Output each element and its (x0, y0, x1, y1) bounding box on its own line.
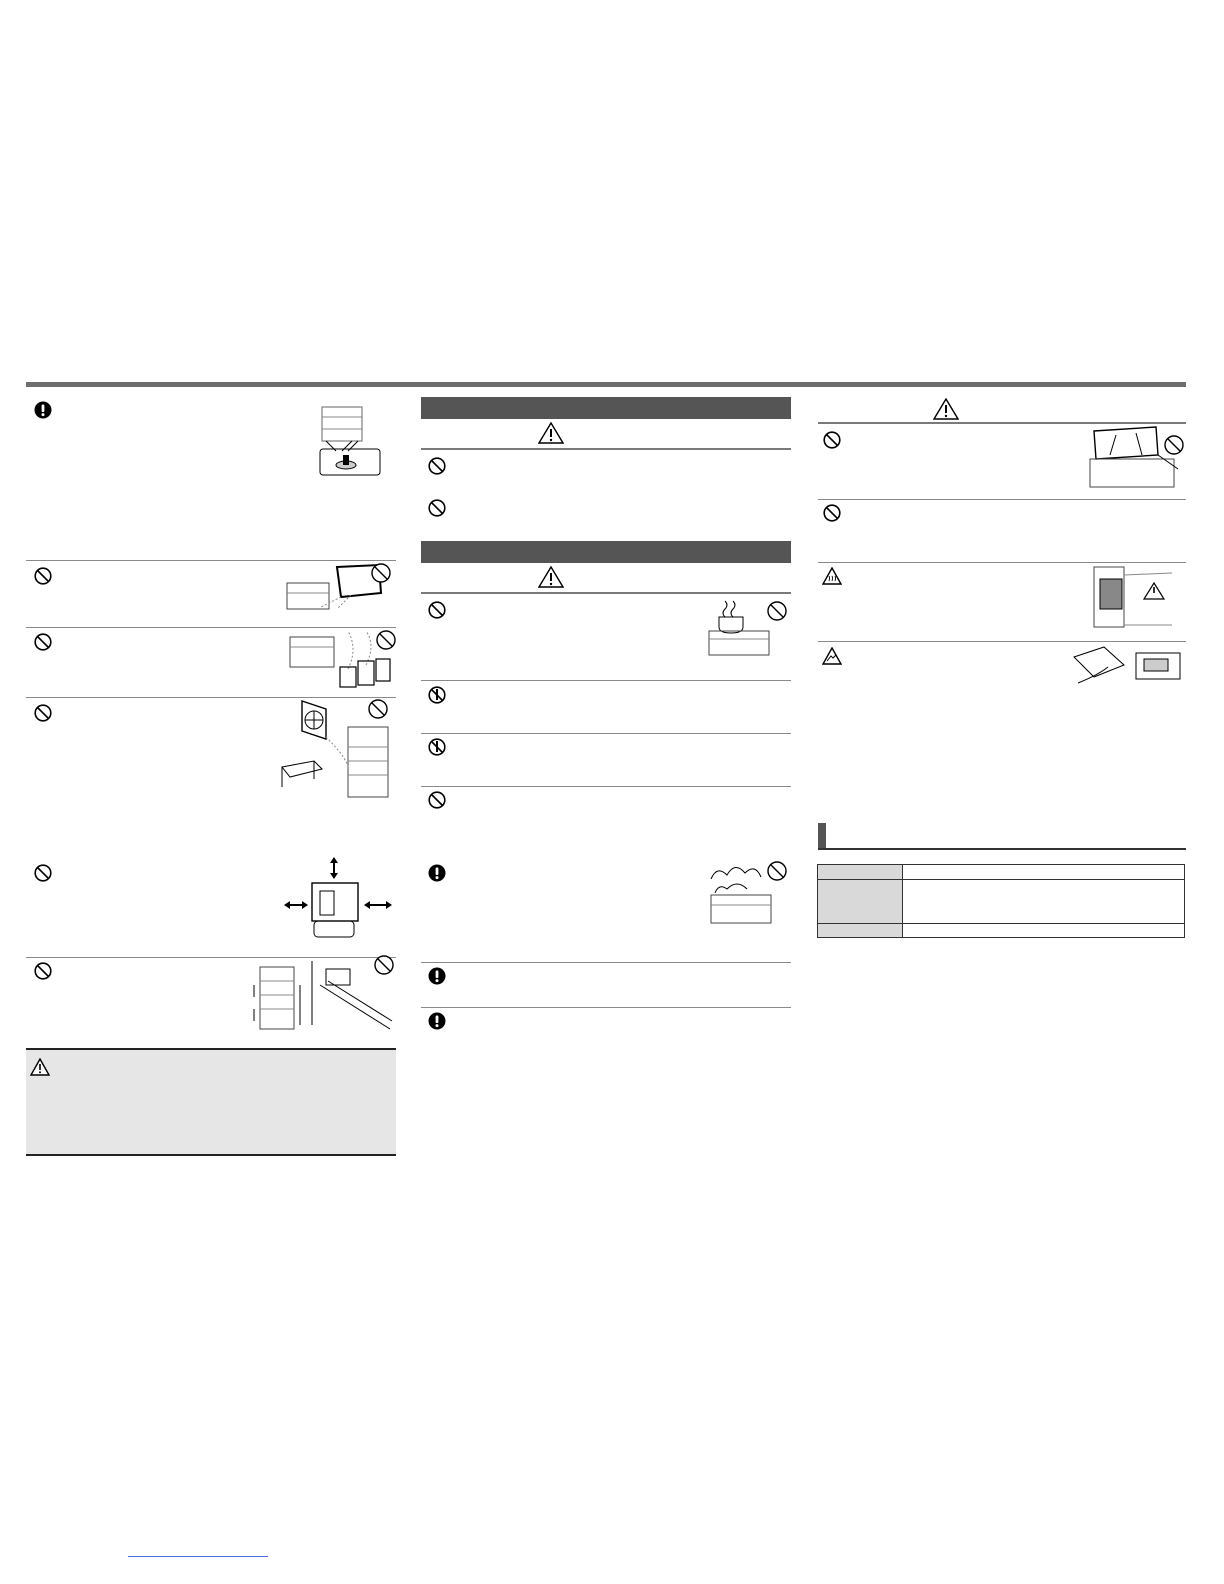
paper-tray-illustration (1064, 643, 1186, 687)
footer-link[interactable] (128, 1556, 268, 1557)
divider (421, 733, 791, 734)
no-symbol-icon (428, 499, 446, 517)
section-marker (818, 823, 826, 850)
no-symbol-icon (823, 504, 841, 522)
divider (818, 422, 1186, 424)
pinch-hazard-icon (822, 647, 842, 665)
divider (421, 448, 791, 450)
table-label-cell (818, 924, 903, 938)
middle-column (421, 395, 791, 1035)
no-symbol-icon (34, 633, 52, 651)
divider (26, 560, 396, 561)
table-label-cell (818, 880, 903, 924)
no-symbol-icon (34, 864, 52, 882)
no-symbol-icon (428, 791, 446, 809)
table-value-cell (903, 924, 1185, 938)
no-symbol-icon (823, 431, 841, 449)
clearance-illustration (282, 857, 394, 943)
liquid-container-illustration (705, 597, 789, 657)
section-rule (818, 848, 1186, 850)
divider (421, 680, 791, 681)
section-header-bar (421, 397, 791, 419)
top-rule (26, 382, 1186, 387)
no-symbol-icon (34, 704, 52, 722)
divider (421, 1007, 791, 1008)
table-value-cell (903, 865, 1185, 880)
divider (421, 962, 791, 963)
exclamation-circle-icon (428, 967, 446, 985)
no-disassembly-icon (428, 738, 446, 756)
no-symbol-icon (34, 962, 52, 980)
air-vent-illustration (278, 697, 394, 805)
exclamation-circle-icon (428, 864, 446, 882)
divider (818, 641, 1186, 642)
table-row (818, 880, 1185, 924)
ramp-illustration (240, 955, 394, 1031)
exclamation-circle-icon (34, 401, 52, 419)
glass-cover-illustration (1086, 425, 1184, 489)
hot-surface-icon (822, 567, 842, 585)
no-disassembly-icon (428, 686, 446, 704)
no-symbol-icon (428, 601, 446, 619)
smoke-illustration (705, 859, 789, 927)
table-label-cell (818, 865, 903, 880)
exclamation-circle-icon (428, 1012, 446, 1030)
leveler-illustration (306, 405, 386, 477)
divider (818, 499, 1186, 500)
table-value-cell (903, 880, 1185, 924)
chemicals-illustration (288, 629, 396, 691)
warning-triangle-icon (30, 1058, 50, 1076)
divider (421, 786, 791, 787)
table-row (818, 865, 1185, 880)
warning-triangle-icon (933, 398, 959, 420)
no-symbol-icon (34, 567, 52, 585)
warning-triangle-icon (538, 566, 564, 588)
section-header-bar (421, 541, 791, 563)
divider (421, 592, 791, 594)
fusing-unit-illustration (1092, 565, 1184, 629)
warning-box (26, 1048, 396, 1156)
warning-triangle-icon (538, 422, 564, 444)
sunlight-illustration (281, 563, 393, 613)
divider (818, 562, 1186, 563)
info-table (817, 864, 1185, 938)
left-column (26, 395, 396, 1160)
table-row (818, 924, 1185, 938)
no-symbol-icon (428, 457, 446, 475)
divider (26, 627, 396, 628)
